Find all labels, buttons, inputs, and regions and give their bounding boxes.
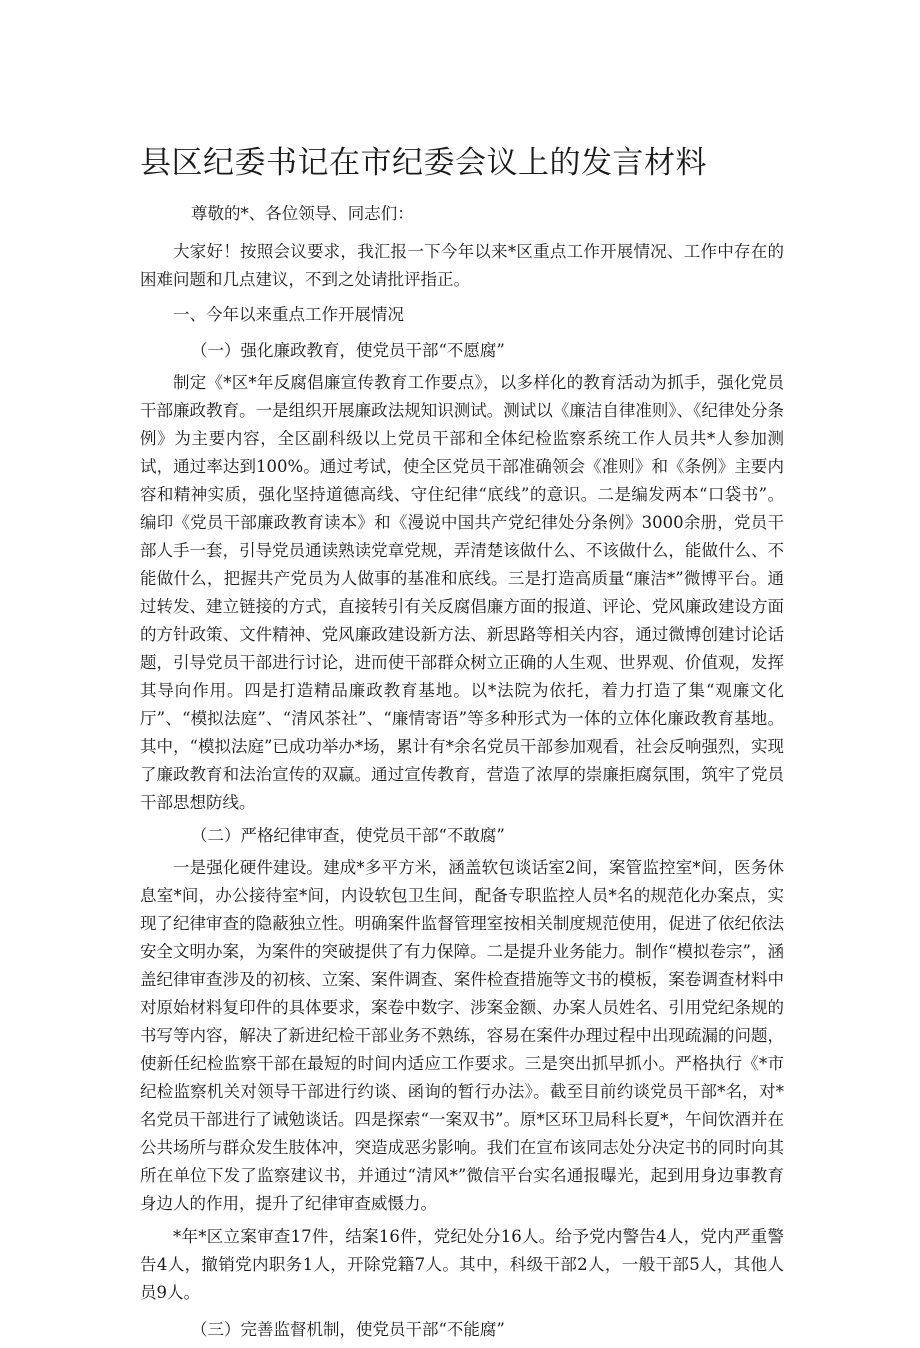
document-title: 县区纪委书记在市纪委会议上的发言材料 bbox=[140, 145, 707, 181]
statistics-paragraph: *年*区立案审查17件，结案16件，党纪处分16人。给予党内警告4人，党内严重警告4人，撤销党内职务1人，开除党籍7人。其中，科级干部2人，一般干部5人，其他人员9人。 bbox=[140, 1227, 784, 1302]
subsection-2-paragraph: 一是强化硬件建设。建成*多平方米，涵盖软包谈话室2间，案管监控室*间，医务休息室*间，办公接待室*间，内设软包卫生间，配备专职监控人员*名的规范化办案点，实现了纪律审查的隐蔽独立性。明确案件监督管理室按相关制度规范使用，促进了依纪依法安全文明办案，为案件的突破提供了有力保障。二是提升业务能力。制作“模拟卷宗”，涵盖纪律审查涉及的初核、立案、案件调查、案件检查措施等文书的模板，案卷调查材料中对原始材料复印件的具体要求，案卷中数字、涉案金额、办案人员姓名、引用党纪条规的书写等内容，解决了新进纪检干部业务不熟练，容易在案件办理过程中出现疏漏的问题，使新任纪检监察干部在最短的时间内适应工作要求。三是突出抓早抓小。严格执行《*市纪检监察机关对领导干部进行约谈、函询的暂行办法》。截至目前约谈党员干部*名，对*名党员干部进行了诫勉谈话。四是探索“一案双书”。原*区环卫局科长夏*，午间饮酒并在公共场所与群众发生肢体冲，突造成恶劣影响。我们在宣布该同志处分决定书的同时向其所在单位下发了监察建议书，并通过“清风*”微信平台实名通报曝光，起到用身边事教育身边人的作用，提升了纪律审查威慑力。 bbox=[140, 858, 784, 1213]
subsection-1-paragraph: 制定《*区*年反腐倡廉宣传教育工作要点》，以多样化的教育活动为抓手，强化党员干部廉政教育。一是组织开展廉政法规知识测试。测试以《廉洁自律准则》、《纪律处分条例》为主要内容，全区副科级以上党员干部和全体纪检监察系统工作人员共*人参加测试，通过率达到100%。通过考试，使全区党员干部准确领会《准则》和《条例》主要内容和精神实质，强化坚持道德高线、守住纪律“底线”的意识。二是编发两本“口袋书”。编印《党员干部廉政教育读本》和《漫说中国共产党纪律处分条例》3000余册，党员干部人手一套，引导党员通读熟读党章党规，弄清楚该做什么、不该做什么，能做什么、不能做什么，把握共产党员为人做事的基准和底线。三是打造高质量“廉洁*”微博平台。通过转发、建立链接的方式，直接转引有关反腐倡廉方面的报道、评论、党风廉政建设方面的方针政策、文件精神、党风廉政建设新方法、新思路等相关内容，通过微博创建讨论话题，引导党员干部进行讨论，进而使干部群众树立正确的人生观、世界观、价值观，发挥其导向作用。四是打造精品廉政教育基地。以*法院为依托，着力打造了集“观廉文化厅”、“模拟法庭”、“清风茶社”、“廉情寄语”等多种形式为一体的立体化廉政教育基地。其中，“模拟法庭”已成功举办*场，累计有*余名党员干部参加观看，社会反响强烈，实现了廉政教育和法治宣传的双赢。通过宣传教育，营造了浓厚的崇廉拒腐氛围，筑牢了党员干部思想防线。 bbox=[140, 373, 784, 812]
subsection-heading-3: （三）完善监督机制，使党员干部“不能腐” bbox=[191, 1320, 505, 1339]
section-heading-1: 一、今年以来重点工作开展情况 bbox=[173, 305, 404, 324]
subsection-heading-2: （二）严格纪律审查，使党员干部“不敢腐” bbox=[191, 826, 505, 845]
subsection-heading-1: （一）强化廉政教育，使党员干部“不愿腐” bbox=[191, 341, 505, 360]
document-body bbox=[140, 200, 784, 1348]
salutation: 尊敬的*、各位领导、同志们： bbox=[191, 204, 414, 223]
greeting-paragraph: 大家好！按照会议要求，我汇报一下今年以来*区重点工作开展情况、工作中存在的困难问题和几点建议，不到之处请批评指正。 bbox=[140, 242, 784, 289]
